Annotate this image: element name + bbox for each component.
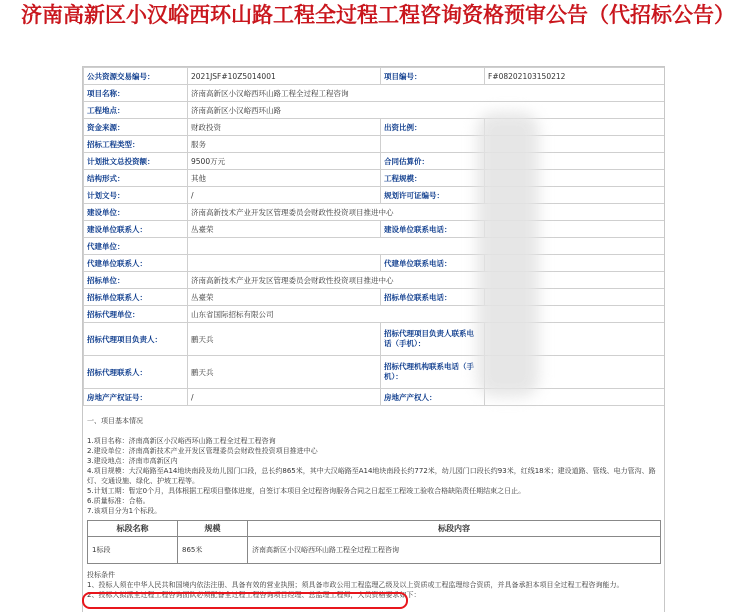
field-label: 项目名称：	[84, 85, 188, 102]
list-item: 1.项目名称：济南高新区小汉峪西环山路工程全过程工程咨询	[87, 437, 276, 445]
field-label: 合同估算价：	[381, 153, 485, 170]
info-row	[84, 389, 665, 406]
field-label: 招标代理项目负责人联系电话（手机）：	[381, 323, 485, 356]
list-item: 5.计划工期：暂定0个月，具体根据工程项目整体进度，自签订本项目全过程咨询服务合同之日起至工程竣工验收合格缺陷责任期结束之日止。	[87, 487, 526, 495]
info-row	[84, 255, 665, 272]
field-value: 其他	[188, 170, 381, 187]
table-row	[88, 537, 661, 564]
field-label: 招标代理单位：	[84, 306, 188, 323]
field-label: 房地产产权人：	[381, 389, 485, 406]
field-value: 济南高新区小汉峪西环山路工程全过程工程咨询	[188, 85, 665, 102]
info-row	[84, 323, 665, 356]
info-row	[84, 356, 665, 389]
field-label: 规划许可证编号：	[381, 187, 485, 204]
announcement-sheet	[82, 66, 665, 612]
conditions-list	[87, 580, 660, 600]
info-row	[84, 221, 665, 238]
list-item: 6.质量标准：合格。	[87, 497, 150, 505]
project-info-table	[83, 67, 665, 406]
field-label: 招标代理机构联系电话（手机）：	[381, 356, 485, 389]
field-label	[381, 136, 485, 153]
field-label: 招标单位：	[84, 272, 188, 289]
list-item: 7.该项目分为1个标段。	[87, 507, 162, 515]
field-value: 服务	[188, 136, 381, 153]
field-value: 济南高新区小汉峪西环山路	[188, 102, 665, 119]
table-cell: 865米	[178, 537, 248, 564]
field-value: 鹏天兵	[188, 356, 381, 389]
list-item: 2、投标人拟派全过程工程咨询团队必须配备全过程工程咨询项目经理、总监理工程师，人员资格要求如下：	[87, 591, 421, 599]
table-cell: 1标段	[88, 537, 178, 564]
field-label: 招标工程类型：	[84, 136, 188, 153]
field-value: 丛臺荣	[188, 289, 381, 306]
section-heading: 一、项目基本情况	[87, 417, 143, 425]
field-value: /	[188, 389, 381, 406]
field-label: 建设单位联系电话：	[381, 221, 485, 238]
field-label: 资金来源：	[84, 119, 188, 136]
field-value: /	[188, 187, 381, 204]
info-row	[84, 306, 665, 323]
field-value: 财政投资	[188, 119, 381, 136]
field-label: 计划文号：	[84, 187, 188, 204]
info-row	[84, 153, 665, 170]
info-row	[84, 119, 665, 136]
field-value: F#08202103150212	[485, 68, 665, 85]
info-row	[84, 272, 665, 289]
field-label: 工程地点：	[84, 102, 188, 119]
list-item: 4.项目规模：大汉峪路至A14地块南段及幼儿园门口段，总长约865米，其中大汉峪路至A14地块南段长约772米，幼儿园门口段长约93米，红线18米；建设道路、管线、电力管沟、路灯、交通设施、绿化、护坡工程等。	[87, 467, 656, 485]
field-value: 山东省国际招标有限公司	[188, 306, 665, 323]
info-row	[84, 170, 665, 187]
field-label: 招标单位联系人：	[84, 289, 188, 306]
table-cell: 济南高新区小汉峪西环山路工程全过程工程咨询	[248, 537, 661, 564]
list-item: 2.建设单位：济南高新技术产业开发区管理委员会财政性投资项目推进中心	[87, 447, 318, 455]
list-item: 3.建设地点：济南市高新区内	[87, 457, 178, 465]
announcement-body	[83, 406, 664, 600]
info-row	[84, 136, 665, 153]
field-label: 招标代理项目负责人：	[84, 323, 188, 356]
field-value: 2021JSF#10Z5014001	[188, 68, 381, 85]
field-value	[188, 255, 381, 272]
field-label: 建设单位联系人：	[84, 221, 188, 238]
project-basics-list	[87, 436, 660, 516]
lots-header: 规模	[178, 521, 248, 537]
lots-table	[87, 520, 661, 564]
field-label: 代建单位：	[84, 238, 188, 255]
field-label: 招标单位联系电话：	[381, 289, 485, 306]
lots-header: 标段内容	[248, 521, 661, 537]
field-value	[188, 238, 665, 255]
field-value: 9500万元	[188, 153, 381, 170]
field-label: 项目编号：	[381, 68, 485, 85]
field-label: 建设单位：	[84, 204, 188, 221]
field-value: 丛臺荣	[188, 221, 381, 238]
list-item: 1、投标人须在中华人民共和国境内依法注册、具备有效的营业执照；须具备市政公用工程监理乙级及以上资质或工程监理综合资质，并具备承担本项目全过程工程咨询能力。	[87, 581, 624, 589]
lots-header: 标段名称	[88, 521, 178, 537]
info-row	[84, 102, 665, 119]
info-row	[84, 187, 665, 204]
info-row	[84, 289, 665, 306]
redaction-blur	[477, 112, 539, 397]
info-row	[84, 204, 665, 221]
info-row	[84, 238, 665, 255]
field-label: 结构形式：	[84, 170, 188, 187]
field-value: 济南高新技术产业开发区管理委员会财政性投资项目推进中心	[188, 272, 665, 289]
field-label: 代建单位联系电话：	[381, 255, 485, 272]
page-title: 济南高新区小汉峪西环山路工程全过程工程咨询资格预审公告（代招标公告）	[21, 3, 735, 27]
field-label: 代建单位联系人：	[84, 255, 188, 272]
field-label: 公共资源交易编号：	[84, 68, 188, 85]
conditions-heading: 投标条件	[87, 571, 115, 579]
info-row	[84, 68, 665, 85]
field-label: 房地产产权证号：	[84, 389, 188, 406]
field-label: 招标代理联系人：	[84, 356, 188, 389]
field-value: 济南高新技术产业开发区管理委员会财政性投资项目推进中心	[188, 204, 665, 221]
info-row	[84, 85, 665, 102]
field-label: 出资比例：	[381, 119, 485, 136]
field-label: 计划批文总投资额：	[84, 153, 188, 170]
field-value: 鹏天兵	[188, 323, 381, 356]
field-label: 工程规模：	[381, 170, 485, 187]
